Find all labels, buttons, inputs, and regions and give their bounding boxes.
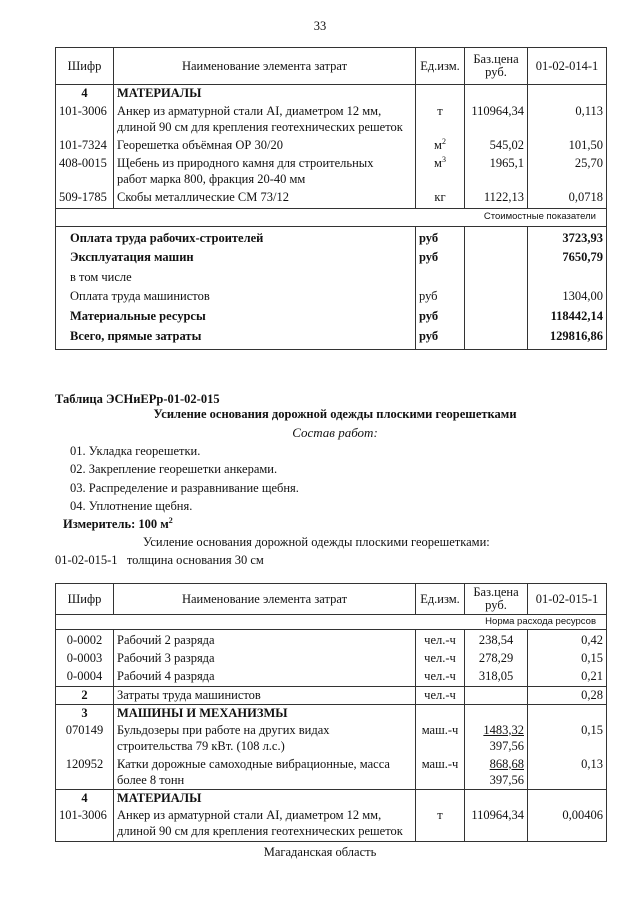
page-number: 33	[313, 19, 327, 33]
header-price: Баз.цена руб.	[465, 584, 528, 615]
table-row: 120952 Катки дорожные самоходные вибрационные, масса более 8 тонн маш.-ч 868,68 397,56 0,13	[56, 756, 607, 790]
header-code: Шифр	[56, 48, 114, 85]
section-heading: Усиление основания дорожной одежды плоскими георешетками	[153, 407, 517, 421]
summary-row: Оплата труда машинистов руб 1304,00	[56, 288, 607, 308]
header-name: Наименование элемента затрат	[114, 48, 416, 85]
group-row: 3 МАШИНЫ И МЕХАНИЗМЫ	[56, 705, 607, 722]
subtitle: Усиление основания дорожной одежды плоскими георешетками:	[143, 535, 490, 549]
resources-table-01-02-014-1	[55, 47, 607, 350]
resources-table-01-02-015-1	[55, 583, 607, 842]
table-row: 101-3006 Анкер из арматурной стали AI, диаметром 12 мм, длиной 90 см для крепления геотехнических решеток т 110964,34 0,113	[56, 103, 607, 137]
table-row: 509-1785 Скобы металлические СМ 73/12 кг 1122,13 0,0718	[56, 189, 607, 209]
header-norm-code: 01-02-014-1	[528, 48, 607, 85]
summary-row: Эксплуатация машин руб 7650,79	[56, 249, 607, 269]
work-item: 04. Уплотнение щебня.	[70, 499, 193, 513]
section-label: Стоимостные показатели	[56, 209, 607, 227]
work-item: 03. Распределение и разравнивание щебня.	[70, 481, 299, 495]
table-row: 101-3006 Анкер из арматурной стали AI, диаметром 12 мм, длиной 90 см для крепления геотехнических решеток т 110964,34 0,00406	[56, 807, 607, 842]
group-row: 4 МАТЕРИАЛЫ	[56, 85, 607, 103]
table-row: 101-7324 Георешетка объёмная ОР 30/20 $м^2$ 545,02 101,50	[56, 137, 607, 155]
header-norm-code: 01-02-015-1	[528, 584, 607, 615]
meter: Измеритель: 100 $м^2$	[63, 515, 173, 531]
header-code: Шифр	[56, 584, 114, 615]
section-label: Норма расхода ресурсов	[56, 615, 607, 630]
summary-row: в том числе	[56, 269, 607, 288]
header-price: Баз.цена руб.	[465, 48, 528, 85]
table-title: Таблица ЭСНиЕРр-01-02-015	[55, 392, 220, 406]
table-row: 0-0003 Рабочий 3 разряда чел.-ч 278,29 0,15	[56, 650, 607, 668]
header-unit: Ед.изм.	[416, 584, 465, 615]
table-row: 0-0002 Рабочий 2 разряда чел.-ч 238,54 0,42	[56, 630, 607, 650]
work-item: 02. Закрепление георешетки анкерами.	[70, 462, 278, 476]
table-row: 408-0015 Щебень из природного камня для строительных работ марка 800, фракция 20-40 мм $м^3$ 1965,1 25,70	[56, 155, 607, 189]
header-name: Наименование элемента затрат	[114, 584, 416, 615]
works-label: Состав работ:	[292, 425, 378, 440]
summary-row: Всего, прямые затраты руб 129816,86	[56, 328, 607, 350]
work-item: 01. Укладка георешетки.	[70, 444, 201, 458]
table-row: 2 Затраты труда машинистов чел.-ч 0,28	[56, 687, 607, 705]
header-unit: Ед.изм.	[416, 48, 465, 85]
table-row: 070149 Бульдозеры при работе на других видах строительства 79 кВт. (108 л.с.) маш.-ч 1483,32 397,56 0,15	[56, 722, 607, 756]
footer-region: Магаданская область	[263, 845, 377, 859]
variant: 01-02-015-1 толщина основания 30 см	[55, 553, 264, 567]
group-row: 4 МАТЕРИАЛЫ	[56, 790, 607, 807]
summary-row: Материальные ресурсы руб 118442,14	[56, 308, 607, 328]
table-row: 0-0004 Рабочий 4 разряда чел.-ч 318,05 0,21	[56, 668, 607, 687]
summary-row: Оплата труда рабочих-строителей руб 3723,93	[56, 227, 607, 249]
